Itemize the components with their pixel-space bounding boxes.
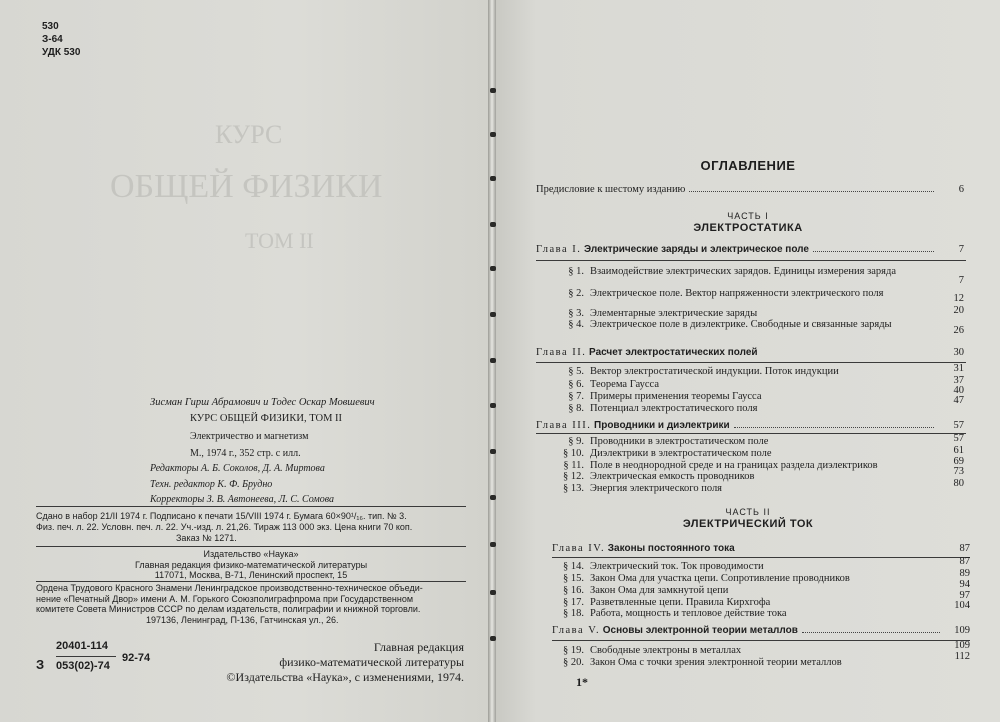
section-number: § 2. xyxy=(568,288,584,299)
page-number: 7 xyxy=(958,275,964,286)
show-through-text: ТОМ II xyxy=(245,228,314,253)
section-number: § 9. xyxy=(568,436,584,447)
section-title: Энергия электрического поля xyxy=(590,483,723,494)
tech-editor: Техн. редактор К. Ф. Брудно xyxy=(150,479,273,490)
section-title: Работа, мощность и тепловое действие тока xyxy=(590,608,787,619)
printer-line: нение «Печатный Двор» имени А. М. Горького Союзполиграфпрома при Государственном xyxy=(36,593,414,604)
page-number: 30 xyxy=(953,347,964,358)
divider xyxy=(536,260,966,261)
print-info-line: Заказ № 1271. xyxy=(176,533,237,543)
section-title: Электрическая емкость проводников xyxy=(590,471,755,482)
page-number: 40 xyxy=(953,385,964,396)
leader-dots xyxy=(802,632,940,633)
code-fraction-line xyxy=(56,656,116,657)
chapter-title: Законы постоянного тока xyxy=(607,543,735,554)
chapter-title: Основы электронной теории металлов xyxy=(602,625,798,636)
page-number: 80 xyxy=(953,478,964,489)
section-number: § 18. xyxy=(563,608,584,619)
publisher-line: Издательство «Наука» xyxy=(203,549,299,559)
section-title: Закон Ома с точки зрения электронной теории металлов xyxy=(590,657,842,668)
classification-line: 530 xyxy=(42,21,59,32)
page-number: 89 xyxy=(959,568,970,579)
toc-chapter[interactable] xyxy=(552,543,970,554)
toc-chapter[interactable] xyxy=(536,244,964,255)
part-title: ЭЛЕКТРИЧЕСКИЙ ТОК xyxy=(682,518,814,530)
section-number: § 14. xyxy=(563,561,584,572)
toc-preface[interactable] xyxy=(536,184,964,195)
toc-title: ОГЛАВЛЕНИЕ xyxy=(700,158,796,173)
part-label: ЧАСТЬ I xyxy=(727,211,769,221)
classification-line: З-64 xyxy=(42,34,63,45)
print-info-line: Физ. печ. л. 22. Условн. печ. л. 22. Уч.-изд. л. 21,26. Тираж 113 000 экз. Цена книги 70 коп. xyxy=(36,522,413,532)
page-number: 87 xyxy=(959,556,970,567)
printer-block xyxy=(36,583,466,625)
toc-chapter[interactable] xyxy=(536,347,964,358)
divider xyxy=(536,433,966,434)
chapter-label: Глава II. xyxy=(536,347,587,358)
chapter-label: Глава IV. xyxy=(552,543,606,554)
code-prefix: З xyxy=(36,657,45,672)
page-number: 12 xyxy=(953,293,964,304)
classification-block xyxy=(42,20,80,59)
show-through-text: ОБЩЕЙ ФИЗИКИ xyxy=(110,168,383,205)
section-number: § 20. xyxy=(563,657,584,668)
signature-mark: 1* xyxy=(576,675,588,689)
section-title: Элементарные электрические заряды xyxy=(590,308,758,319)
page-number: 57 xyxy=(953,433,964,444)
section-title: Закон Ома для замкнутой цепи xyxy=(590,585,729,596)
page-number: 57 xyxy=(953,420,964,431)
code-top: 20401-114 xyxy=(56,640,108,652)
page-number: 37 xyxy=(953,375,964,386)
chapter-title: Расчет электростатических полей xyxy=(589,347,758,358)
section-number: § 1. xyxy=(568,266,584,277)
page-number: 109 xyxy=(954,625,970,636)
classification-line: УДК 530 xyxy=(42,47,81,58)
copyright-line: ©Издательства «Наука», с изменениями, 1974. xyxy=(226,670,464,684)
print-info-line: Сдано в набор 21/II 1974 г. Подписано к печати 15/VIII 1974 г. Бумага 60×90¹/₁₆. тип. № 3. xyxy=(36,511,407,521)
page-number: 69 xyxy=(953,456,964,467)
publisher-line: 117071, Москва, В-71, Ленинский проспект, 15 xyxy=(154,570,348,580)
section-number: § 11. xyxy=(563,460,584,471)
book-title: КУРС ОБЩЕЙ ФИЗИКИ, ТОМ II xyxy=(190,413,343,424)
section-number: § 5. xyxy=(568,366,584,377)
leader-dots xyxy=(734,427,934,428)
divider xyxy=(552,640,970,641)
code-suffix: 92-74 xyxy=(122,652,151,664)
toc-chapter[interactable] xyxy=(552,625,970,636)
section-number: § 6. xyxy=(568,379,584,390)
section-title: Вектор электростатической индукции. Поток индукции xyxy=(590,366,839,377)
leader-dots xyxy=(689,191,934,192)
page-number: 47 xyxy=(953,395,964,406)
section-number: § 10. xyxy=(563,448,584,459)
divider xyxy=(36,546,466,547)
chapter-label: Глава I. xyxy=(536,244,582,255)
book-subtitle: Электричество и магнетизм xyxy=(190,431,309,442)
page-number: 97 xyxy=(959,590,970,601)
page-number: 31 xyxy=(953,363,964,374)
page-number: 94 xyxy=(959,579,970,590)
page-number: 61 xyxy=(953,445,964,456)
printer-line: комитете Совета Министров СССР по делам издательств, полиграфии и книжной торговли. xyxy=(36,604,421,614)
section-title: Потенциал электростатического поля xyxy=(590,403,758,414)
page-number: 73 xyxy=(953,466,964,477)
leader-dots xyxy=(813,251,934,252)
divider xyxy=(36,581,466,582)
section-title: Закон Ома для участка цепи. Сопротивление проводников xyxy=(590,573,850,584)
page-number: 87 xyxy=(959,543,970,554)
page-number: 6 xyxy=(958,184,964,195)
section-number: § 8. xyxy=(568,403,584,414)
section-number: § 13. xyxy=(563,483,584,494)
section-title: Взаимодействие электрических зарядов. Единицы измерения заряда xyxy=(590,266,896,277)
imprint: М., 1974 г., 352 стр. с илл. xyxy=(190,448,301,459)
page-number: 112 xyxy=(954,651,970,662)
section-title: Примеры применения теоремы Гаусса xyxy=(590,391,762,402)
section-title: Разветвленные цепи. Правила Кирхгофа xyxy=(590,597,771,608)
section-number: § 15. xyxy=(563,573,584,584)
section-title: Электрическое поле. Вектор напряженности электрического поля xyxy=(590,288,884,299)
printer-line: 197136, Ленинград, П-136, Гатчинская ул., 26. xyxy=(146,614,339,625)
part-label: ЧАСТЬ II xyxy=(725,507,771,517)
part-title: ЭЛЕКТРОСТАТИКА xyxy=(693,222,803,234)
section-number: § 7. xyxy=(568,391,584,402)
copyright-line: Главная редакция xyxy=(373,640,464,654)
section-title: Электрический ток. Ток проводимости xyxy=(590,561,764,572)
code-bottom: 053(02)-74 xyxy=(56,660,110,672)
left-page xyxy=(0,0,490,722)
section-title: Теорема Гаусса xyxy=(590,379,659,390)
proofreaders: Корректоры З. В. Автонеева, Л. С. Сомова xyxy=(150,494,335,505)
toc-chapter[interactable] xyxy=(536,420,964,431)
divider xyxy=(536,362,966,363)
publisher-block xyxy=(36,549,466,581)
printer-line: Ордена Трудового Красного Знамени Ленинградское производственно-техническое объеди- xyxy=(36,583,423,593)
divider xyxy=(36,506,466,507)
chapter-label: Глава V. xyxy=(552,625,601,636)
section-number: § 17. xyxy=(563,597,584,608)
section-title: Свободные электроны в металлах xyxy=(590,645,742,656)
chapter-title: Электрические заряды и электрическое поле xyxy=(584,244,809,255)
section-number: § 19. xyxy=(563,645,584,656)
page-number: 20 xyxy=(953,305,964,316)
copyright-block xyxy=(220,640,464,685)
divider xyxy=(552,557,970,558)
preface-label: Предисловие к шестому изданию xyxy=(536,184,686,195)
copyright-line: физико-математической литературы xyxy=(279,655,464,669)
show-through-text: КУРС xyxy=(215,120,283,149)
chapter-label: Глава III. xyxy=(536,420,592,431)
chapter-title: Проводники и диэлектрики xyxy=(594,420,730,431)
section-number: § 3. xyxy=(568,308,584,319)
page-number: 109 xyxy=(954,640,970,651)
right-page xyxy=(496,0,1000,722)
page-number: 104 xyxy=(954,600,970,611)
section-number: § 12. xyxy=(563,471,584,482)
section-number: § 4. xyxy=(568,319,584,330)
section-title: Электрическое поле в диэлектрике. Свободные и связанные заряды xyxy=(590,319,892,330)
section-title: Проводники в электростатическом поле xyxy=(590,436,769,447)
authors: Зисман Гирш Абрамович и Тодес Оскар Мовшевич xyxy=(150,397,375,408)
section-title: Поле в неоднородной среде и на границах раздела диэлектриков xyxy=(590,460,878,471)
editors: Редакторы А. Б. Соколов, Д. А. Миртова xyxy=(150,463,325,474)
section-number: § 16. xyxy=(563,585,584,596)
print-info xyxy=(36,511,412,544)
publisher-line: Главная редакция физико-математической литературы xyxy=(134,559,368,570)
page-number: 7 xyxy=(958,244,964,255)
section-title: Диэлектрики в электростатическом поле xyxy=(590,448,772,459)
page-number: 26 xyxy=(953,325,964,336)
